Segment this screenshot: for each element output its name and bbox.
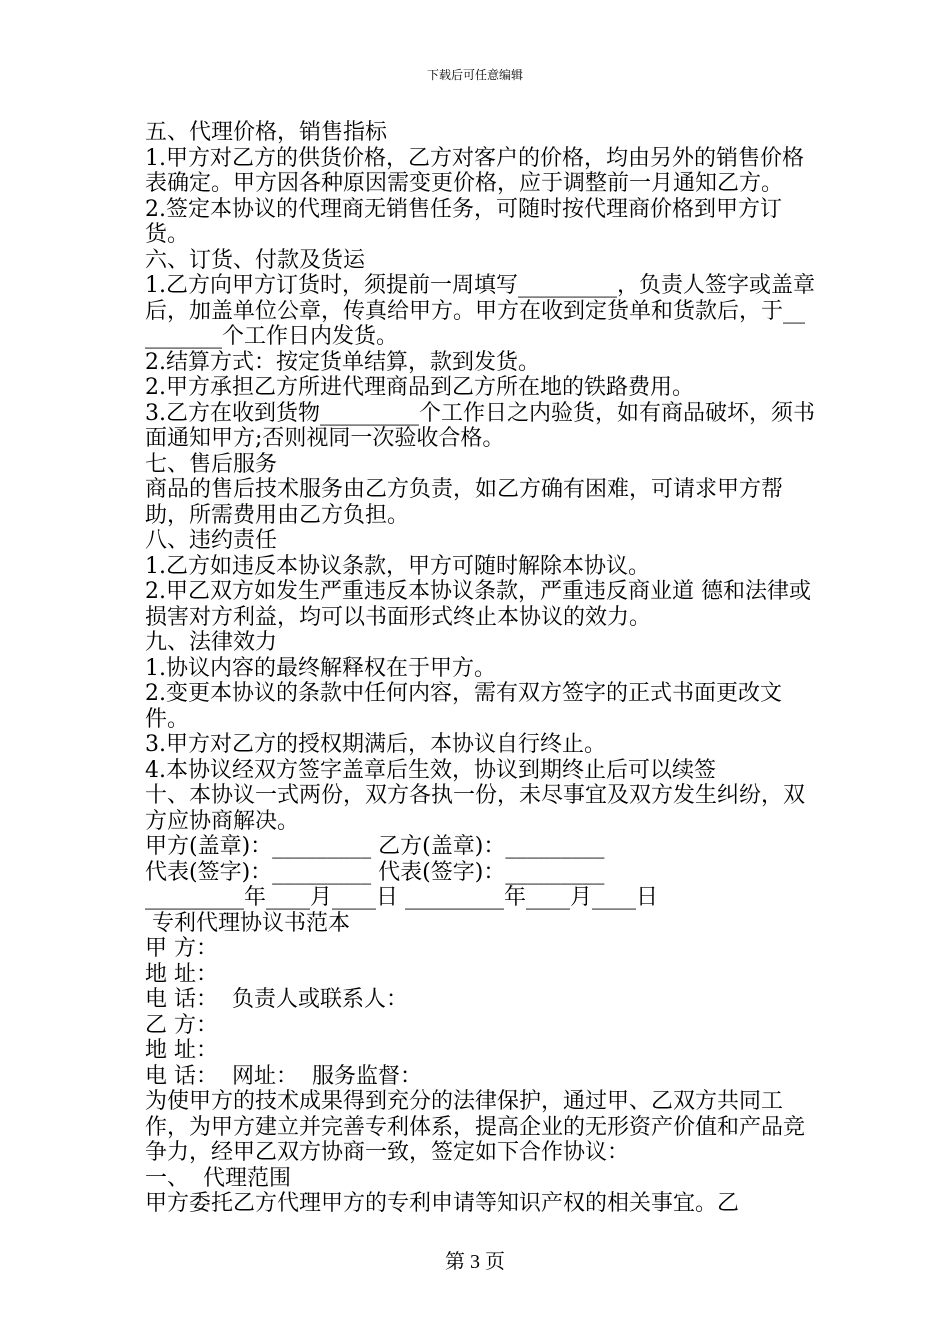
- section-heading: 六、订货、付款及货运: [145, 247, 366, 273]
- paragraph: 1.乙方向甲方订货时，须提前一周填写_________，负责人签字或盖章后，加盖单位公章，传真给甲方。甲方在收到定货单和货款后，于_________个工作日内发货。: [145, 273, 815, 349]
- paragraph: 2.变更本协议的条款中任何内容，需有双方签字的正式书面更改文件。: [145, 681, 782, 732]
- paragraph: 1.甲方对乙方的供货价格，乙方对客户的价格，均由另外的销售价格表确定。甲方因各种原因需变更价格，应于调整前一月通知乙方。: [145, 145, 804, 196]
- paragraph: 2.甲方承担乙方所进代理商品到乙方所在地的铁路费用。: [145, 375, 694, 400]
- paragraph: 3.乙方在收到货物_________个工作日之内验货，如有商品破坏，须书面通知甲方;否则视同一次验收合格。: [145, 400, 815, 451]
- section-heading: 一、 代理范围: [145, 1165, 291, 1191]
- party-field: 乙 方：: [145, 1012, 218, 1038]
- page-number: 第 3 页: [445, 1251, 505, 1273]
- paragraph: 3.甲方对乙方的授权期满后，本协议自行终止。: [145, 732, 606, 757]
- paragraph: 2.结算方式：按定货单结算，款到发货。: [145, 349, 540, 375]
- document-title: 专利代理协议书范本: [145, 910, 351, 936]
- document-body: [145, 120, 815, 1217]
- section-heading: 九、法律效力: [145, 630, 278, 655]
- section-heading: 八、违约责任: [145, 528, 278, 553]
- paragraph: 2.甲乙双方如发生严重违反本协议条款，严重违反商业道 德和法律或损害对方利益，均可以书面形式终止本协议的效力。: [145, 579, 811, 630]
- paragraph: 为使甲方的技术成果得到充分的法律保护，通过甲、乙双方共同工作，为甲方建立并完善专利体系，提高企业的无形资产价值和产品竞争力，经甲乙双方协商一致，签定如下合作协议：: [145, 1089, 806, 1165]
- party-field: 地 址：: [145, 1038, 218, 1063]
- party-field: 电 话： 网址： 服务监督：: [145, 1063, 422, 1089]
- signature-line: 甲方(盖章)：_________ 乙方(盖章)：_________: [145, 834, 605, 859]
- paragraph: 2.签定本协议的代理商无销售任务，可随时按代理商价格到甲方订货。: [145, 196, 782, 247]
- party-field: 电 话： 负责人或联系人：: [145, 987, 408, 1012]
- paragraph: 1.乙方如违反本协议条款，甲方可随时解除本协议。: [145, 553, 650, 579]
- signature-line: 代表(签字)：_________ 代表(签字)：_________: [145, 859, 605, 885]
- party-field: 地 址：: [145, 961, 218, 987]
- paragraph: 4.本协议经双方签字盖章后生效，协议到期终止后可以续签: [145, 757, 716, 783]
- page-header: 下载后可任意编辑: [426, 68, 523, 82]
- paragraph: 甲方委托乙方代理甲方的专利申请等知识产权的相关事宜。乙: [145, 1191, 740, 1216]
- section-heading: 七、售后服务: [145, 451, 278, 477]
- paragraph: 商品的售后技术服务由乙方负责，如乙方确有困难，可请求甲方帮助，所需费用由乙方负担。: [145, 477, 784, 528]
- section-heading: 五、代理价格，销售指标: [145, 120, 388, 145]
- paragraph: 1.协议内容的最终解释权在于甲方。: [145, 655, 496, 681]
- section-heading: 十、本协议一式两份，双方各执一份，未尽事宜及双方发生纠纷，双方应协商解决。: [145, 783, 806, 834]
- date-line: _________年____月____日 _________年____月____日: [145, 885, 658, 910]
- party-field: 甲 方：: [145, 936, 218, 961]
